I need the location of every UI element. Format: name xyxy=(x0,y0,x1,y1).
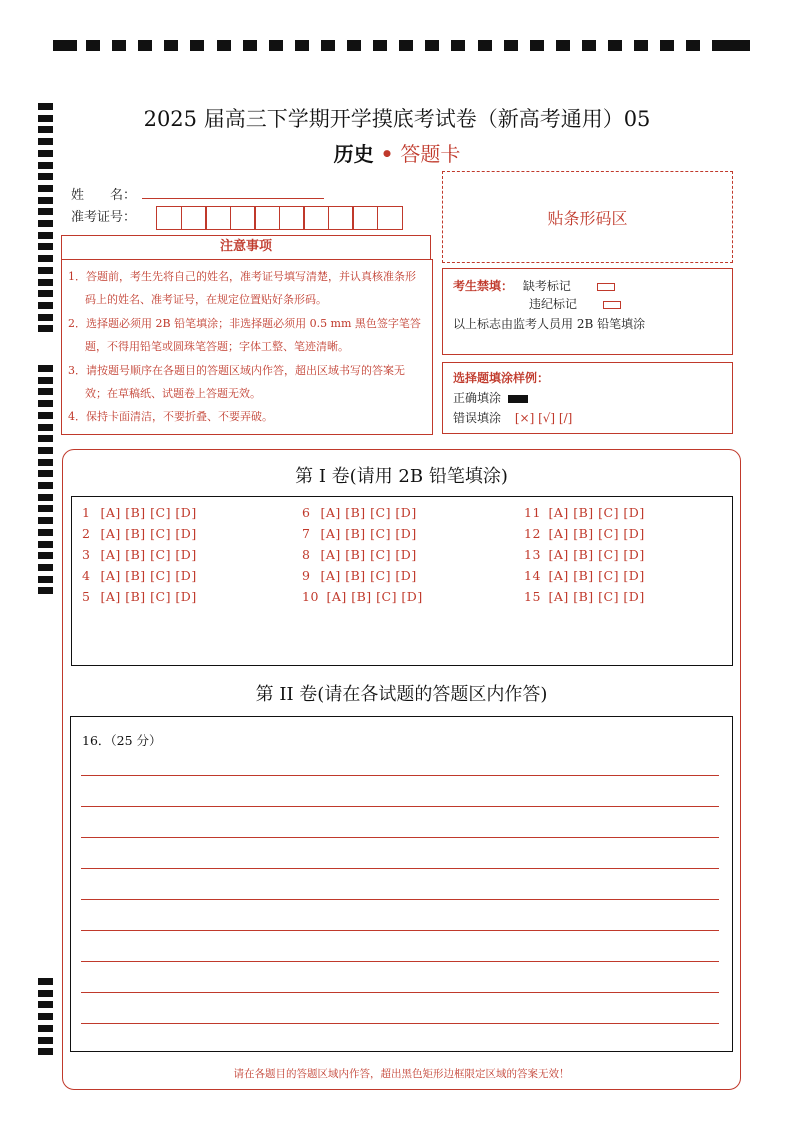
mc-question-row[interactable] xyxy=(82,568,197,583)
timing-mark xyxy=(38,435,53,442)
notice-item: 2．选择题必须用 2B 铅笔填涂；非选择题必须用 0.5 mm 黑色签字笔答题，不得用铅笔或圆珠笔答题；字体工整、笔迹清晰。 xyxy=(68,316,421,354)
question-number: 9 xyxy=(302,568,311,583)
answer-card-label: 答题卡 xyxy=(400,142,461,166)
question-number: 4 xyxy=(82,568,91,583)
mc-question-row[interactable] xyxy=(524,526,645,541)
timing-mark xyxy=(686,40,700,51)
timing-mark xyxy=(582,40,596,51)
mc-question-row[interactable] xyxy=(302,526,417,541)
sample-box xyxy=(442,362,733,434)
answer-line xyxy=(81,775,719,776)
timing-mark xyxy=(38,365,53,372)
timing-mark xyxy=(660,40,674,51)
timing-mark xyxy=(608,40,622,51)
timing-mark xyxy=(38,208,53,215)
timing-mark xyxy=(38,290,53,297)
answer-line xyxy=(81,1023,719,1024)
answer-line xyxy=(81,992,719,993)
timing-mark xyxy=(321,40,335,51)
timing-mark xyxy=(38,412,53,419)
timing-mark xyxy=(478,40,492,51)
answer-options[interactable]: [A] [B] [C] [D] xyxy=(322,589,423,604)
timing-mark xyxy=(138,40,152,51)
absent-checkbox[interactable] xyxy=(597,283,615,291)
timing-mark xyxy=(38,978,53,985)
timing-mark xyxy=(38,388,53,395)
timing-mark xyxy=(38,424,53,431)
timing-mark xyxy=(38,459,53,466)
timing-mark xyxy=(38,1025,53,1032)
exam-subtitle xyxy=(0,138,794,167)
mc-question-row[interactable] xyxy=(302,568,417,583)
answer-options[interactable]: [A] [B] [C] [D] xyxy=(96,568,197,583)
id-box[interactable] xyxy=(377,206,403,230)
timing-mark xyxy=(38,587,53,594)
timing-mark xyxy=(38,377,53,384)
timing-mark xyxy=(269,40,283,51)
question-number: 5 xyxy=(82,589,91,604)
question-number: 7 xyxy=(302,526,311,541)
timing-mark xyxy=(217,40,231,51)
mc-question-row[interactable] xyxy=(524,589,645,604)
notice-item: 3．请按题号顺序在各题目的答题区域内作答，超出区域书写的答案无效；在草稿纸、试题卷上答题无效。 xyxy=(68,363,405,401)
question-number: 12 xyxy=(524,526,541,541)
timing-mark xyxy=(243,40,257,51)
sample-title: 选择题填涂样例： xyxy=(453,371,550,385)
mc-question-row[interactable] xyxy=(302,547,417,562)
mc-question-row[interactable] xyxy=(82,505,197,520)
notice-body xyxy=(61,259,433,435)
barcode-area xyxy=(442,171,733,263)
subtitle-dot: • xyxy=(380,142,394,166)
timing-mark xyxy=(38,576,53,583)
answer-line xyxy=(81,837,719,838)
answer-options[interactable]: [A] [B] [C] [D] xyxy=(96,505,197,520)
answer-options[interactable]: [A] [B] [C] [D] xyxy=(96,589,197,604)
timing-mark xyxy=(38,243,53,250)
timing-mark xyxy=(53,40,77,51)
timing-mark xyxy=(38,447,53,454)
id-box[interactable] xyxy=(181,206,207,230)
timing-mark xyxy=(190,40,204,51)
forbid-title: 考生禁填： xyxy=(453,279,514,293)
id-label: 准考证号： xyxy=(71,210,137,225)
footer-warning: 请在各题目的答题区域内作答，超出黑色矩形边框限定区域的答案无效！ xyxy=(233,1068,570,1080)
name-field[interactable] xyxy=(142,198,324,199)
wrong-label: 错误填涂 xyxy=(453,411,502,425)
answer-line xyxy=(81,961,719,962)
timing-mark xyxy=(38,517,53,524)
timing-mark xyxy=(38,552,53,559)
timing-mark xyxy=(86,40,100,51)
id-box[interactable] xyxy=(230,206,256,230)
answer-options[interactable]: [A] [B] [C] [D] xyxy=(544,526,645,541)
mc-question-row[interactable] xyxy=(524,547,645,562)
timing-mark xyxy=(38,494,53,501)
id-box[interactable] xyxy=(279,206,305,230)
timing-mark xyxy=(38,173,53,180)
timing-mark xyxy=(112,40,126,51)
barcode-label: 贴条形码区 xyxy=(547,208,628,228)
question-number: 3 xyxy=(82,547,91,562)
answer-options[interactable]: [A] [B] [C] [D] xyxy=(316,568,417,583)
answer-options[interactable]: [A] [B] [C] [D] xyxy=(96,526,197,541)
essay-answer-box[interactable] xyxy=(70,716,733,1052)
timing-mark xyxy=(712,40,726,51)
name-label: 姓 名： xyxy=(71,188,137,203)
timing-mark xyxy=(295,40,309,51)
timing-mark xyxy=(38,564,53,571)
id-boxes[interactable] xyxy=(156,206,401,230)
mc-question-row[interactable] xyxy=(82,589,197,604)
timing-mark xyxy=(556,40,570,51)
top-timing-marks xyxy=(53,38,750,52)
section2-title: 第 II 卷(请在各试题的答题区内作答) xyxy=(255,684,548,705)
timing-mark xyxy=(399,40,413,51)
mc-question-row[interactable] xyxy=(524,568,645,583)
question-number: 2 xyxy=(82,526,91,541)
timing-mark xyxy=(38,470,53,477)
violation-label: 违纪标记 xyxy=(529,297,578,311)
mc-question-row[interactable] xyxy=(524,505,645,520)
answer-options[interactable]: [A] [B] [C] [D] xyxy=(316,526,417,541)
timing-mark xyxy=(38,1001,53,1008)
timing-mark xyxy=(504,40,518,51)
timing-mark xyxy=(164,40,178,51)
question-number: 15 xyxy=(524,589,541,604)
timing-mark xyxy=(38,325,53,332)
answer-options[interactable]: [A] [B] [C] [D] xyxy=(544,505,645,520)
timing-mark xyxy=(38,1037,53,1044)
correct-fill-sample xyxy=(508,395,528,403)
timing-mark xyxy=(38,1013,53,1020)
answer-options[interactable]: [A] [B] [C] [D] xyxy=(544,568,645,583)
wrong-fill-samples: [×] [√] [/] xyxy=(514,411,573,425)
id-box[interactable] xyxy=(205,206,231,230)
question-number: 1 xyxy=(82,505,91,520)
mc-question-row[interactable] xyxy=(82,526,197,541)
question-16-label: 16．（25 分） xyxy=(82,733,162,748)
notice-item: 4．保持卡面清洁，不要折叠、不要弄破。 xyxy=(68,410,273,424)
id-box[interactable] xyxy=(352,206,378,230)
question-number: 8 xyxy=(302,547,311,562)
violation-checkbox[interactable] xyxy=(603,301,621,309)
answer-options[interactable]: [A] [B] [C] [D] xyxy=(316,505,417,520)
timing-mark xyxy=(38,302,53,309)
subject-label: 历史 xyxy=(333,142,374,166)
answer-options[interactable]: [A] [B] [C] [D] xyxy=(544,589,645,604)
timing-mark xyxy=(38,220,53,227)
answer-options[interactable]: [A] [B] [C] [D] xyxy=(544,547,645,562)
id-box[interactable] xyxy=(328,206,354,230)
timing-mark xyxy=(38,990,53,997)
timing-mark xyxy=(38,529,53,536)
mc-question-row[interactable] xyxy=(302,505,417,520)
question-number: 11 xyxy=(524,505,541,520)
timing-mark xyxy=(38,279,53,286)
section1-title: 第 I 卷(请用 2B 铅笔填涂) xyxy=(295,466,508,487)
correct-label: 正确填涂 xyxy=(453,391,502,405)
timing-mark xyxy=(530,40,544,51)
mc-question-row[interactable] xyxy=(302,589,423,604)
timing-mark xyxy=(38,267,53,274)
id-box[interactable] xyxy=(156,206,182,230)
answer-line xyxy=(81,806,719,807)
timing-mark xyxy=(38,482,53,489)
timing-mark xyxy=(38,541,53,548)
forbid-box xyxy=(442,268,733,355)
timing-mark xyxy=(38,505,53,512)
timing-mark xyxy=(726,40,750,51)
answer-line xyxy=(81,930,719,931)
timing-mark xyxy=(425,40,439,51)
answer-line xyxy=(81,899,719,900)
question-number: 13 xyxy=(524,547,541,562)
question-number: 10 xyxy=(302,589,319,604)
timing-mark xyxy=(373,40,387,51)
question-number: 6 xyxy=(302,505,311,520)
timing-mark xyxy=(451,40,465,51)
timing-mark xyxy=(634,40,648,51)
answer-options[interactable]: [A] [B] [C] [D] xyxy=(316,547,417,562)
question-number: 14 xyxy=(524,568,541,583)
mc-question-row[interactable] xyxy=(82,547,197,562)
answer-line xyxy=(81,868,719,869)
timing-mark xyxy=(38,400,53,407)
answer-options[interactable]: [A] [B] [C] [D] xyxy=(96,547,197,562)
exam-title: 2025 届高三下学期开学摸底考试卷（新高考通用）05 xyxy=(143,107,651,131)
id-box[interactable] xyxy=(303,206,329,230)
notice-title: 注意事项 xyxy=(61,235,431,260)
absent-label: 缺考标记 xyxy=(522,279,571,293)
timing-mark xyxy=(38,314,53,321)
timing-mark xyxy=(38,255,53,262)
timing-mark xyxy=(38,185,53,192)
id-box[interactable] xyxy=(254,206,280,230)
forbid-note: 以上标志由监考人员用 2B 铅笔填涂 xyxy=(453,317,646,331)
timing-mark xyxy=(38,1048,53,1055)
timing-mark xyxy=(38,232,53,239)
timing-mark xyxy=(38,197,53,204)
timing-mark xyxy=(347,40,361,51)
notice-item: 1．答题前，考生先将自己的姓名，准考证号填写清楚，并认真核准条形码上的姓名、准考证号，在规定位置贴好条形码。 xyxy=(68,270,416,307)
